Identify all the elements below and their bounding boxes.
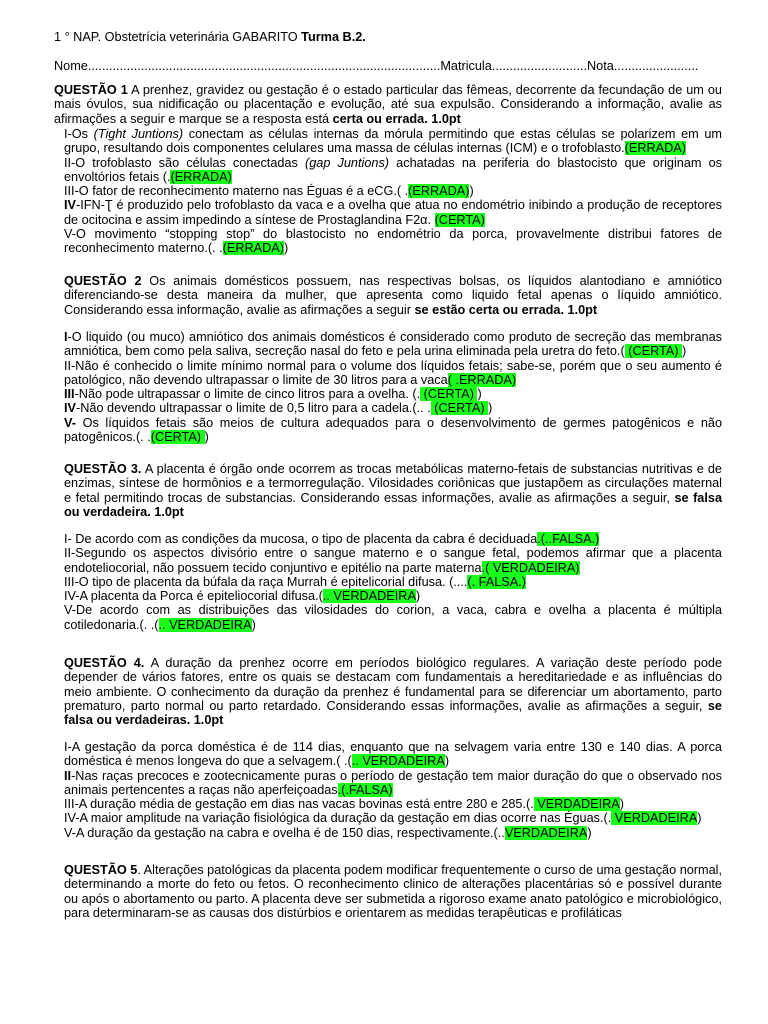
question-4-items [64,740,722,840]
q1-item-4: IV-IFN-Ʈ é produzido pelo trofoblasto da vaca e a ovelha que atua no endométrio inibindo a produção de receptores de ocitocina e assim impedindo a síntese de Prostaglandina F2α. (CERTA) [64,198,722,227]
q3-item-5: V-De acordo com as distribuições das vilosidades do corion, a vaca, cabra e ovelha a placenta é múltipla cotiledonaria.(. .(.. VERDADEIRA) [64,603,722,632]
answer-highlight: (CERTA) [150,430,205,445]
question-2-stem: Os animais domésticos possuem, nas respectivas bolsas, os líquidos alantodiano e amniótico diferenciando-se desta maneira da mulher, que apresenta como liquido fetal apenas o líquido amniótico. Considerando essa informação, avalie as afirmações a seguir [64,274,722,317]
q2-item-2: II-Não é conhecido o limite mínimo normal para o volume dos líquidos fetais; sabe-se, porém que o seu aumento é patológico, não devendo ultrapassar o limite de 30 litros para a vaca( .ERRADA) [64,358,722,387]
answer-highlight: (. FALSA.) [467,574,526,589]
question-1: QUESTÃO 1 A prenhez, gravidez ou gestação é o estado particular das fêmeas, decorrente da fecundação de um ou mais óvulos, sua nidificação ou placentação e evolução, até sua expulsão. Considerando a informação, avalie as afirmações a seguir e marque se a resposta está certa ou errada. 1.0pt [54,83,722,126]
answer-highlight: (ERRADA) [170,169,232,184]
question-4-stem: A duração da prenhez ocorre em períodos biológico regulares. A variação deste período pode depender de vários fatores, entre os quais se destacam com fundamentais a hereditariedade e as influências do meio ambiente. O conhecimento da duração da prenhez é fundamental para se diferenciar um abortamento, parto prematuro, parto normal ou parto retardado. Considerando essas informações, avalie as afirmações a seguir, [64,656,723,713]
q3-item-4: IV-A placenta da Porca é epiteliocorial difusa.(.. VERDADEIRA) [64,589,421,604]
q3-item-1: I- De acordo com as condições da mucosa, o tipo de placenta da cabra é deciduada.(..FALSA.) [64,532,600,546]
answer-highlight: VERDADEIRA [533,797,620,812]
answer-highlight: (ERRADA) [624,141,686,156]
question-2-items [64,330,722,444]
q4-item-5: V-A duração da gestação na cabra e ovelha é de 150 dias, respectivamente.(..VERDADEIRA) [64,825,592,840]
question-1-stem: A prenhez, gravidez ou gestação é o estado particular das fêmeas, decorrente da fecundação de um ou mais óvulos, sua nidificação ou placentação e evolução, até sua expulsão. Considerando a informação, avalie as afirmações a seguir e marque se a resposta está [54,83,722,126]
answer-highlight: ( .ERRADA) [447,372,517,387]
q3-item-2: II-Segundo os aspectos divisório entre o sangue materno e o sangue fetal, podemos afirmar que a placenta endoteliocorial, não possuem tecido conjuntivo e epitélio na parte materna.( VERDADEIRA) [64,546,722,575]
answer-highlight: (CERTA) [430,401,489,416]
document-title: 1 ° NAP. Obstetrícia veterinária GABARITO Turma B.2. [54,30,366,44]
q1-item-1: I-Os (Tight Juntions) conectam as células internas da mórula permitindo que estas células se polarizem em um grupo, resultando dois componentes celulares uma massa de células internas (ICM) e o trofoblasto.(ERRADA) [64,127,722,156]
question-3-label: QUESTÃO 3. [64,462,142,476]
answer-highlight: VERDADEIRA [611,811,698,826]
question-3-stem: A placenta é órgão onde ocorrem as trocas metabólicas materno-fetais de substancias nutritivas e de enzimas, síntese de hormônios e a termorregulação. Vilosidades coriônicas que justapõem as circulações maternal e fetal permitindo trocas de substancias. Considerando essas informações, avalie as afirmações a seguir, [64,462,722,505]
answer-highlight: (CERTA) [434,212,485,227]
q2-item-5: V- Os líquidos fetais são meios de cultura adequados para o desenvolvimento de germes patogênicos e não patogênicos.(. .(CERTA) ) [64,415,722,445]
question-2-label: QUESTÃO 2 [64,274,142,288]
answer-highlight: .. VERDADEIRA [158,617,252,632]
q2-item-3: III-Não pode ultrapassar o limite de cinco litros para a ovelha. (. (CERTA) ) [64,387,482,402]
question-5 [64,863,722,920]
answer-highlight: (CERTA) [420,387,478,402]
q3-item-3: III-O tipo de placenta da búfala da raça Murrah é epitelicorial difusa. (....(. FALSA.) [64,574,526,589]
q1-item-2: II-O trofoblasto são células conectadas (gap Juntions) achatadas na periferia do blastocisto que originam os envoltórios fetais (.(ERRADA) [64,155,722,184]
answer-highlight: .( VERDADEIRA) [481,560,580,575]
question-5-label: QUESTÃO 5 [64,863,138,877]
answer-highlight: .. VERDADEIRA [322,589,416,604]
answer-highlight: .(..FALSA.) [537,532,600,546]
q2-item-4: IV-Não devendo ultrapassar o limite de 0,5 litro para a cadela.(.. . (CERTA) ) [64,401,493,416]
question-4-label: QUESTÃO 4. [64,656,145,670]
answer-highlight: (ERRADA) [408,184,470,199]
answer-highlight: .. VERDADEIRA [351,754,445,769]
question-5-stem: . Alterações patológicas da placenta podem modificar frequentemente o curso de uma gestação normal, determinando a morte do feto ou fetos. O reconhecimento clinico de alterações placentárias só e possível durante ou após o abortamento ou parto. A placenta deve ser submetida a rigoroso exame anato patológico e microbiológico, para determinaram-se as causas dos distúrbios e orientarem as medidas terapêuticas e profiláticas [64,863,722,920]
question-2: QUESTÃO 2 Os animais domésticos possuem, nas respectivas bolsas, os líquidos alantodiano e amniótico diferenciando-se desta maneira da mulher, que apresenta como liquido fetal apenas o líquido amniótico. Considerando essa informação, avalie as afirmações a seguir se estão certa ou errada. 1.0pt [64,274,722,317]
question-3: QUESTÃO 3. A placenta é órgão onde ocorrem as trocas metabólicas materno-fetais de substancias nutritivas e de enzimas, síntese de hormônios e a termorregulação. Vilosidades coriônicas que justapõem as circulações maternal e fetal permitindo trocas de substancias. Considerando essas informações, avalie as afirmações a seguir, se falsa ou verdadeira. 1.0pt [64,462,722,519]
q2-item-1: I-O liquido (ou muco) amniótico dos animais domésticos é considerado como produto de secreção das membranas amniótica, bem como pela saliva, secreção nasal do feto e pela urina eliminada pela uretra do feto.( (CERTA) ) [64,330,722,359]
q4-item-2: II-Nas raças precoces e zootecnicamente puras o período de gestação tem maior duração do que o observado nos animais pertencentes a raças não aperfeiçoadas.(.FALSA) [64,768,722,797]
q1-item-3: III-O fator de reconhecimento materno nas Éguas é a eCG.( .(ERRADA)) [64,184,474,199]
question-4: QUESTÃO 4. A duração da prenhez ocorre em períodos biológico regulares. A variação deste período pode depender de vários fatores, entre os quais se destacam com fundamentais a hereditariedade e as influências do meio ambiente. O conhecimento da duração da prenhez é fundamental para se diferenciar um abortamento, parto prematuro, parto normal ou parto retardado. Considerando essas informações, avalie as afirmações a seguir, se falsa ou verdadeiras. 1.0pt [64,656,723,728]
question-1-label: QUESTÃO 1 [54,83,128,97]
q4-item-3: III-A duração média de gestação em dias nas vacas bovinas está entre 280 e 285.(. VERDADEIRA) [64,797,624,812]
answer-highlight: VERDADEIRA [504,825,588,840]
answer-highlight: (ERRADA) [222,241,284,256]
q4-item-1: I-A gestação da porca doméstica é de 114 dias, enquanto que na selvagem varia entre 130 e 140 dias. A porca doméstica é menos longeva do que a selvagem.( .(.. VERDADEIRA) [64,740,722,769]
q4-item-4: IV-A maior amplitude na variação fisiológica da duração da gestação em dias ocorre nas Éguas.(. VERDADEIRA) [64,811,702,826]
answer-highlight: .(.FALSA) [337,782,393,797]
student-info-line: Nome....................................................................................................Matricula...........................Nota........................ [54,59,699,73]
question-1-items [64,127,722,256]
answer-highlight: (CERTA) [624,344,683,359]
question-3-items [64,532,722,632]
q1-item-5: V-O movimento “stopping stop” do blastocisto no endométrio da porca, provavelmente distribui fatores de reconhecimento materno.(. .(ERRADA)) [64,227,722,256]
